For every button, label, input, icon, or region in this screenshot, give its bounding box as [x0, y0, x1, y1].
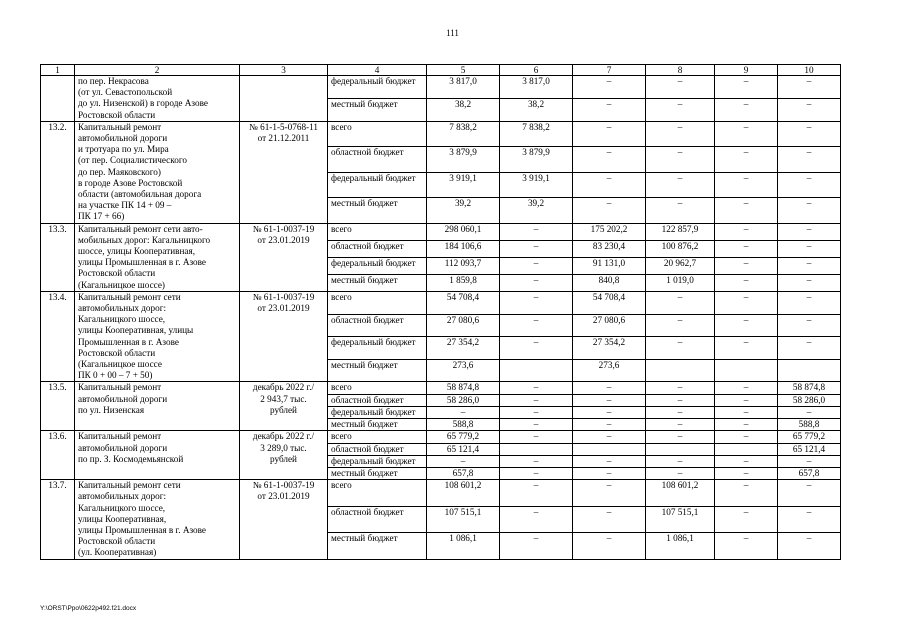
funding-source: всего: [328, 480, 427, 506]
amount-cell: –: [715, 419, 778, 431]
object-name-line: автомобильной дороги: [78, 133, 168, 144]
amount-cell: 65 779,2: [427, 431, 500, 443]
amount-cell: 298 060,1: [427, 223, 500, 240]
amount-cell: –: [427, 455, 500, 467]
object-name-line: шоссе, улицы Кооперативная,: [78, 246, 195, 257]
amount-cell: –: [778, 480, 841, 506]
amount-cell: –: [778, 240, 841, 257]
amount-cell: –: [500, 382, 573, 394]
funding-source: областной бюджет: [328, 394, 427, 406]
amount-cell: 27 080,6: [573, 314, 646, 337]
document-line: рублей: [270, 404, 297, 415]
amount-cell: 65 121,4: [427, 443, 500, 455]
amount-cell: –: [715, 172, 778, 197]
object-name-line: автомобильной дороги: [78, 393, 168, 404]
document-line: № 61-1-0037-19: [252, 480, 315, 491]
object-name-line: по пер. Некрасова: [78, 76, 149, 86]
amount-cell: –: [573, 419, 646, 431]
amount-cell: 27 354,2: [427, 337, 500, 360]
amount-cell: –: [778, 314, 841, 337]
object-name: [75, 382, 240, 431]
amount-cell: 657,8: [427, 467, 500, 479]
amount-cell: 54 708,4: [427, 291, 500, 314]
amount-cell: –: [500, 223, 573, 240]
amount-cell: –: [715, 337, 778, 360]
amount-cell: –: [573, 382, 646, 394]
object-name-line: Ростовской области: [78, 347, 156, 358]
object-name-line: Кагальницкого шоссе,: [78, 314, 166, 325]
amount-cell: 58 286,0: [427, 394, 500, 406]
amount-cell: –: [778, 533, 841, 559]
object-name: [75, 121, 240, 223]
amount-cell: 3 879,9: [500, 147, 573, 172]
amount-cell: 100 876,2: [646, 240, 715, 257]
object-name-line: Капитальный ремонт сети: [78, 480, 181, 491]
amount-cell: [573, 443, 646, 455]
table-row: [41, 480, 841, 506]
amount-cell: 840,8: [573, 274, 646, 291]
amount-cell: –: [573, 394, 646, 406]
amount-cell: –: [500, 419, 573, 431]
funding-source: областной бюджет: [328, 443, 427, 455]
funding-source: федеральный бюджет: [328, 406, 427, 418]
amount-cell: –: [715, 76, 778, 99]
document-line: № 61-1-0037-19: [252, 291, 315, 302]
amount-cell: –: [500, 506, 573, 532]
amount-cell: –: [778, 223, 841, 240]
document-line: 2 943,7 тыс.: [260, 393, 307, 404]
amount-cell: –: [427, 406, 500, 418]
amount-cell: –: [715, 121, 778, 146]
amount-cell: –: [778, 337, 841, 360]
table-row: [41, 121, 841, 146]
object-name-line: (от ул. Севастопольской: [78, 87, 173, 98]
amount-cell: –: [715, 274, 778, 291]
amount-cell: –: [778, 147, 841, 172]
header-row: [41, 65, 841, 76]
amount-cell: –: [573, 406, 646, 418]
object-name-line: улицы Промышленная в г. Азове: [78, 257, 207, 268]
object-name-line: мобильных дорог: Кагальницкого: [78, 234, 211, 245]
amount-cell: –: [500, 480, 573, 506]
amount-cell: –: [573, 455, 646, 467]
object-name-line: Капитальный ремонт: [78, 382, 162, 393]
object-name-line: автомобильных дорог:: [78, 491, 167, 502]
object-name-line: Капитальный ремонт: [78, 431, 162, 442]
funding-source: областной бюджет: [328, 147, 427, 172]
amount-cell: 7 838,2: [500, 121, 573, 146]
funding-source: местный бюджет: [328, 467, 427, 479]
amount-cell: –: [778, 121, 841, 146]
amount-cell: –: [778, 455, 841, 467]
funding-source: всего: [328, 431, 427, 443]
funding-source: областной бюджет: [328, 240, 427, 257]
amount-cell: –: [715, 382, 778, 394]
object-name-line: по пр. З. Космодемьянской: [78, 453, 184, 464]
object-name-line: улицы Кооперативная,: [78, 513, 167, 524]
object-name: [75, 76, 240, 122]
item-number: 13.6.: [41, 431, 75, 480]
object-name-line: Ростовской области: [78, 268, 156, 279]
amount-cell: [500, 443, 573, 455]
column-header: 5: [427, 65, 500, 76]
document-line: № 61-1-0037-19: [252, 223, 315, 234]
funding-source: областной бюджет: [328, 506, 427, 532]
amount-cell: 58 874,8: [427, 382, 500, 394]
funding-source: всего: [328, 121, 427, 146]
amount-cell: –: [500, 431, 573, 443]
amount-cell: –: [646, 98, 715, 121]
amount-cell: –: [715, 467, 778, 479]
column-header: 6: [500, 65, 573, 76]
document-line: от 23.01.2019: [257, 234, 310, 245]
object-name-line: ПК 17 + 66): [78, 211, 125, 222]
amount-cell: 273,6: [573, 359, 646, 382]
item-number: 13.7.: [41, 480, 75, 559]
budget-table: [40, 64, 841, 560]
amount-cell: –: [715, 98, 778, 121]
document-reference: [240, 291, 328, 382]
funding-source: федеральный бюджет: [328, 337, 427, 360]
document-reference: [240, 121, 328, 223]
amount-cell: –: [573, 76, 646, 99]
amount-cell: 54 708,4: [573, 291, 646, 314]
amount-cell: 20 962,7: [646, 257, 715, 274]
amount-cell: 3 879,9: [427, 147, 500, 172]
object-name-line: автомобильных дорог:: [78, 303, 167, 314]
amount-cell: 1 859,8: [427, 274, 500, 291]
object-name-line: Промышленная в г. Азове: [78, 336, 179, 347]
amount-cell: 38,2: [427, 98, 500, 121]
amount-cell: [715, 443, 778, 455]
amount-cell: –: [573, 506, 646, 532]
amount-cell: 27 354,2: [573, 337, 646, 360]
amount-cell: –: [573, 533, 646, 559]
amount-cell: 1 086,1: [427, 533, 500, 559]
amount-cell: –: [715, 291, 778, 314]
document-reference: [240, 76, 328, 122]
amount-cell: –: [778, 506, 841, 532]
table-row: [41, 76, 841, 99]
amount-cell: –: [715, 147, 778, 172]
table-row: [41, 431, 841, 443]
object-name-line: области (автомобильная дорога: [78, 189, 202, 200]
amount-cell: [715, 359, 778, 382]
document-reference: [240, 382, 328, 431]
amount-cell: –: [573, 98, 646, 121]
object-name-line: ПК 0 + 00 – 7 + 50): [78, 370, 153, 381]
object-name-line: Капитальный ремонт: [78, 121, 162, 132]
funding-source: федеральный бюджет: [328, 455, 427, 467]
amount-cell: 39,2: [427, 198, 500, 223]
amount-cell: 657,8: [778, 467, 841, 479]
object-name-line: Капитальный ремонт сети: [78, 291, 181, 302]
column-header: 1: [41, 65, 75, 76]
amount-cell: 39,2: [500, 198, 573, 223]
document-reference: [240, 431, 328, 480]
amount-cell: –: [715, 455, 778, 467]
amount-cell: 1 019,0: [646, 274, 715, 291]
amount-cell: –: [646, 455, 715, 467]
object-name: [75, 223, 240, 291]
amount-cell: –: [573, 172, 646, 197]
funding-source: местный бюджет: [328, 198, 427, 223]
amount-cell: –: [573, 198, 646, 223]
object-name-line: Капитальный ремонт сети авто-: [78, 223, 203, 234]
amount-cell: –: [715, 314, 778, 337]
amount-cell: –: [715, 257, 778, 274]
amount-cell: 65 779,2: [778, 431, 841, 443]
amount-cell: –: [500, 394, 573, 406]
document-line: от 23.01.2019: [257, 303, 310, 314]
amount-cell: 27 080,6: [427, 314, 500, 337]
item-number: 13.4.: [41, 291, 75, 382]
object-name-line: (от пер. Социалистического: [78, 155, 187, 166]
funding-source: местный бюджет: [328, 533, 427, 559]
amount-cell: –: [500, 274, 573, 291]
amount-cell: 58 286,0: [778, 394, 841, 406]
object-name-line: Кагальницкого шоссе,: [78, 502, 166, 513]
amount-cell: –: [646, 337, 715, 360]
object-name-line: и тротуара по ул. Мира: [78, 144, 169, 155]
funding-source: областной бюджет: [328, 314, 427, 337]
page-number: 111: [446, 28, 459, 38]
object-name-line: улицы Промышленная в г. Азове: [78, 524, 207, 535]
amount-cell: 273,6: [427, 359, 500, 382]
amount-cell: –: [646, 121, 715, 146]
object-name-line: до ул. Низенской) в городе Азове: [78, 98, 208, 109]
document-line: декабрь 2022 г./: [252, 382, 315, 393]
amount-cell: –: [646, 406, 715, 418]
amount-cell: –: [715, 223, 778, 240]
amount-cell: –: [646, 291, 715, 314]
amount-cell: –: [573, 147, 646, 172]
amount-cell: 107 515,1: [646, 506, 715, 532]
amount-cell: 3 919,1: [500, 172, 573, 197]
footer-file-path: Y:\ORST\Ppo\0622p492.f21.docx: [40, 605, 137, 612]
amount-cell: –: [715, 506, 778, 532]
amount-cell: 3 817,0: [500, 76, 573, 99]
amount-cell: –: [646, 198, 715, 223]
amount-cell: 91 131,0: [573, 257, 646, 274]
amount-cell: 65 121,4: [778, 443, 841, 455]
amount-cell: –: [500, 257, 573, 274]
funding-source: местный бюджет: [328, 98, 427, 121]
amount-cell: –: [778, 406, 841, 418]
object-name-line: по ул. Низенская: [78, 404, 145, 415]
amount-cell: [646, 443, 715, 455]
amount-cell: –: [715, 240, 778, 257]
object-name-line: Ростовской области: [78, 109, 156, 120]
amount-cell: [500, 359, 573, 382]
amount-cell: –: [778, 257, 841, 274]
amount-cell: –: [500, 406, 573, 418]
funding-source: федеральный бюджет: [328, 76, 427, 99]
column-header: 4: [328, 65, 427, 76]
amount-cell: –: [778, 76, 841, 99]
amount-cell: –: [573, 121, 646, 146]
document-line: от 23.01.2019: [257, 491, 310, 502]
amount-cell: –: [646, 419, 715, 431]
item-number: [41, 76, 75, 122]
object-name-line: Ростовской области: [78, 536, 156, 547]
amount-cell: 83 230,4: [573, 240, 646, 257]
amount-cell: –: [500, 291, 573, 314]
funding-source: всего: [328, 223, 427, 240]
amount-cell: 3 919,1: [427, 172, 500, 197]
amount-cell: –: [500, 467, 573, 479]
amount-cell: –: [715, 394, 778, 406]
object-name-line: на участке ПК 14 + 09 –: [78, 200, 172, 211]
document-line: рублей: [270, 453, 297, 464]
amount-cell: –: [500, 533, 573, 559]
table-row: [41, 382, 841, 394]
column-header: 10: [778, 65, 841, 76]
funding-source: федеральный бюджет: [328, 172, 427, 197]
amount-cell: –: [715, 480, 778, 506]
amount-cell: 588,8: [778, 419, 841, 431]
amount-cell: –: [715, 406, 778, 418]
table-row: [41, 291, 841, 314]
object-name-line: до пер. Маяковского): [78, 166, 161, 177]
amount-cell: –: [646, 76, 715, 99]
amount-cell: –: [500, 240, 573, 257]
amount-cell: –: [715, 431, 778, 443]
amount-cell: 108 601,2: [646, 480, 715, 506]
amount-cell: –: [500, 455, 573, 467]
amount-cell: –: [646, 431, 715, 443]
amount-cell: –: [778, 198, 841, 223]
column-header: 9: [715, 65, 778, 76]
funding-source: местный бюджет: [328, 359, 427, 382]
amount-cell: –: [715, 533, 778, 559]
amount-cell: 107 515,1: [427, 506, 500, 532]
object-name-line: автомобильной дороги: [78, 442, 168, 453]
document-line: от 21.12.2011: [257, 133, 310, 144]
item-number: 13.3.: [41, 223, 75, 291]
column-header: 2: [75, 65, 240, 76]
amount-cell: –: [500, 314, 573, 337]
amount-cell: 108 601,2: [427, 480, 500, 506]
amount-cell: –: [646, 147, 715, 172]
column-header: 7: [573, 65, 646, 76]
document-line: 3 289,0 тыс.: [260, 442, 307, 453]
object-name-line: (Кагальницкое шоссе: [78, 359, 162, 370]
object-name: [75, 291, 240, 382]
funding-source: местный бюджет: [328, 274, 427, 291]
amount-cell: 1 086,1: [646, 533, 715, 559]
amount-cell: –: [646, 382, 715, 394]
funding-source: всего: [328, 382, 427, 394]
amount-cell: –: [778, 291, 841, 314]
amount-cell: 175 202,2: [573, 223, 646, 240]
amount-cell: –: [573, 467, 646, 479]
amount-cell: [646, 359, 715, 382]
amount-cell: –: [573, 431, 646, 443]
object-name: [75, 431, 240, 480]
column-header: 3: [240, 65, 328, 76]
amount-cell: –: [715, 198, 778, 223]
amount-cell: –: [778, 172, 841, 197]
amount-cell: –: [778, 98, 841, 121]
funding-source: федеральный бюджет: [328, 257, 427, 274]
amount-cell: 3 817,0: [427, 76, 500, 99]
document-reference: [240, 223, 328, 291]
funding-source: всего: [328, 291, 427, 314]
amount-cell: –: [500, 337, 573, 360]
document-reference: [240, 480, 328, 559]
funding-source: местный бюджет: [328, 419, 427, 431]
amount-cell: [778, 359, 841, 382]
amount-cell: 38,2: [500, 98, 573, 121]
table-row: [41, 223, 841, 240]
amount-cell: –: [646, 467, 715, 479]
object-name-line: (ул. Кооперативная): [78, 547, 157, 558]
amount-cell: 7 838,2: [427, 121, 500, 146]
amount-cell: 122 857,9: [646, 223, 715, 240]
object-name-line: (Кагальницкое шоссе): [78, 279, 165, 290]
document-line: № 61-1-5-0768-11: [249, 121, 318, 132]
amount-cell: –: [646, 172, 715, 197]
document-line: декабрь 2022 г./: [252, 431, 315, 442]
amount-cell: –: [646, 394, 715, 406]
amount-cell: –: [778, 274, 841, 291]
column-header: 8: [646, 65, 715, 76]
item-number: 13.2.: [41, 121, 75, 223]
amount-cell: 184 106,6: [427, 240, 500, 257]
amount-cell: 112 093,7: [427, 257, 500, 274]
amount-cell: 588,8: [427, 419, 500, 431]
amount-cell: –: [573, 480, 646, 506]
amount-cell: 58 874,8: [778, 382, 841, 394]
object-name-line: в городе Азове Ростовской: [78, 177, 183, 188]
object-name: [75, 480, 240, 559]
amount-cell: –: [646, 314, 715, 337]
item-number: 13.5.: [41, 382, 75, 431]
object-name-line: улицы Кооперативная, улицы: [78, 325, 194, 336]
